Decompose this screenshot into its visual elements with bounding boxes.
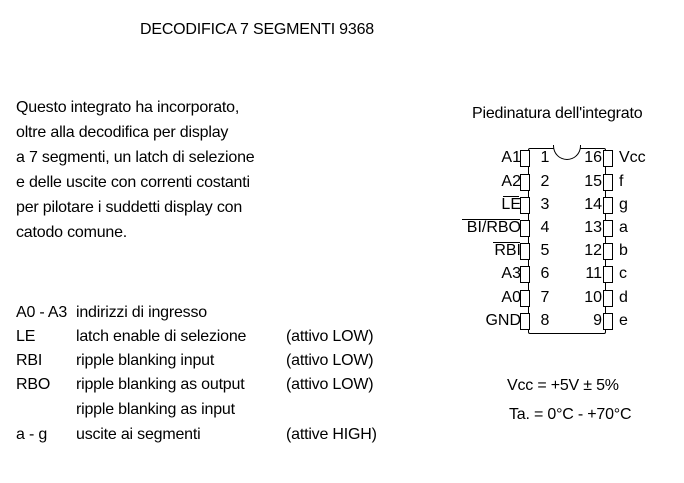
signal-name: LE (16, 328, 36, 345)
signal-description: indirizzi di ingresso (76, 304, 207, 321)
pin-number: 11 (585, 265, 602, 282)
pin-name: b (619, 242, 628, 259)
pin-name: c (619, 265, 627, 282)
pin-lead (520, 290, 530, 307)
pin-number: 5 (540, 242, 550, 259)
pin-number: 15 (584, 173, 602, 190)
supply-voltage-spec: Vcc = +5V ± 5% (507, 377, 619, 394)
pin-name: RBI (494, 242, 521, 259)
pin-name: LE (501, 196, 521, 213)
pin-number: 8 (540, 312, 550, 329)
description-line: Questo integrato ha incorporato, (16, 99, 240, 116)
pin-name: d (619, 289, 628, 306)
pin-number: 14 (584, 196, 602, 213)
page-title: DECODIFICA 7 SEGMENTI 9368 (140, 21, 374, 38)
signal-description: ripple blanking input (76, 352, 215, 369)
signal-name: a - g (16, 426, 48, 443)
pin-name: f (619, 173, 624, 190)
pin-number: 12 (584, 242, 602, 259)
pin-lead (603, 150, 613, 167)
pin-lead (520, 220, 530, 237)
description-line: oltre alla decodifica per display (16, 124, 229, 141)
pin-number: 9 (593, 312, 602, 329)
pin-name: A0 (501, 289, 521, 306)
pin-number: 1 (540, 149, 550, 166)
signal-name: A0 - A3 (16, 304, 68, 321)
pin-number: 6 (540, 265, 550, 282)
temperature-range-spec: Ta. = 0°C - +70°C (509, 406, 632, 423)
signal-description: ripple blanking as input (76, 401, 235, 418)
pin-lead (520, 150, 530, 167)
signal-name: RBI (16, 352, 43, 369)
pin-number: 16 (584, 149, 602, 166)
signal-active-level: (attive HIGH) (286, 426, 377, 443)
pin-name: A1 (501, 149, 521, 166)
signal-active-level: (attivo LOW) (286, 352, 374, 369)
signal-description: latch enable di selezione (76, 328, 247, 345)
signal-active-level: (attivo LOW) (286, 376, 374, 393)
overbar (503, 196, 519, 197)
pin-number: 7 (540, 289, 550, 306)
pin-number: 3 (540, 196, 550, 213)
pin-number: 2 (540, 173, 550, 190)
pin-number: 10 (584, 289, 602, 306)
pin-lead (520, 266, 530, 283)
overbar (493, 242, 520, 243)
pin-lead (603, 313, 613, 330)
pin-number: 13 (584, 219, 602, 236)
pin-lead (520, 313, 530, 330)
description-line: catodo comune. (16, 224, 128, 241)
pin-lead (603, 197, 613, 214)
signal-name: RBO (16, 376, 51, 393)
pin-lead (520, 197, 530, 214)
pin-lead (603, 290, 613, 307)
pin-lead (603, 266, 613, 283)
pin-name: a (619, 219, 628, 236)
pin-number: 4 (540, 219, 550, 236)
pin-name: e (619, 312, 628, 329)
overbar (462, 219, 520, 220)
description-line: e delle uscite con correnti costanti (16, 174, 250, 191)
pin-lead (520, 243, 530, 260)
pinout-heading: Piedinatura dell'integrato (472, 105, 643, 122)
pin-name: GND (485, 312, 521, 329)
pin-lead (603, 220, 613, 237)
pin-lead (520, 174, 530, 191)
signal-description: ripple blanking as output (76, 376, 245, 393)
pin-name: g (619, 196, 628, 213)
pin-lead (603, 174, 613, 191)
pin-name: A3 (501, 265, 521, 282)
pin-name: Vcc (619, 149, 646, 166)
pin-lead (603, 243, 613, 260)
description-line: a 7 segmenti, un latch di selezione (16, 149, 255, 166)
pin-name: A2 (501, 173, 521, 190)
pin-name: BI/RBO (466, 219, 521, 236)
description-line: per pilotare i suddetti display con (16, 199, 243, 216)
signal-active-level: (attivo LOW) (286, 328, 374, 345)
signal-description: uscite ai segmenti (76, 426, 201, 443)
